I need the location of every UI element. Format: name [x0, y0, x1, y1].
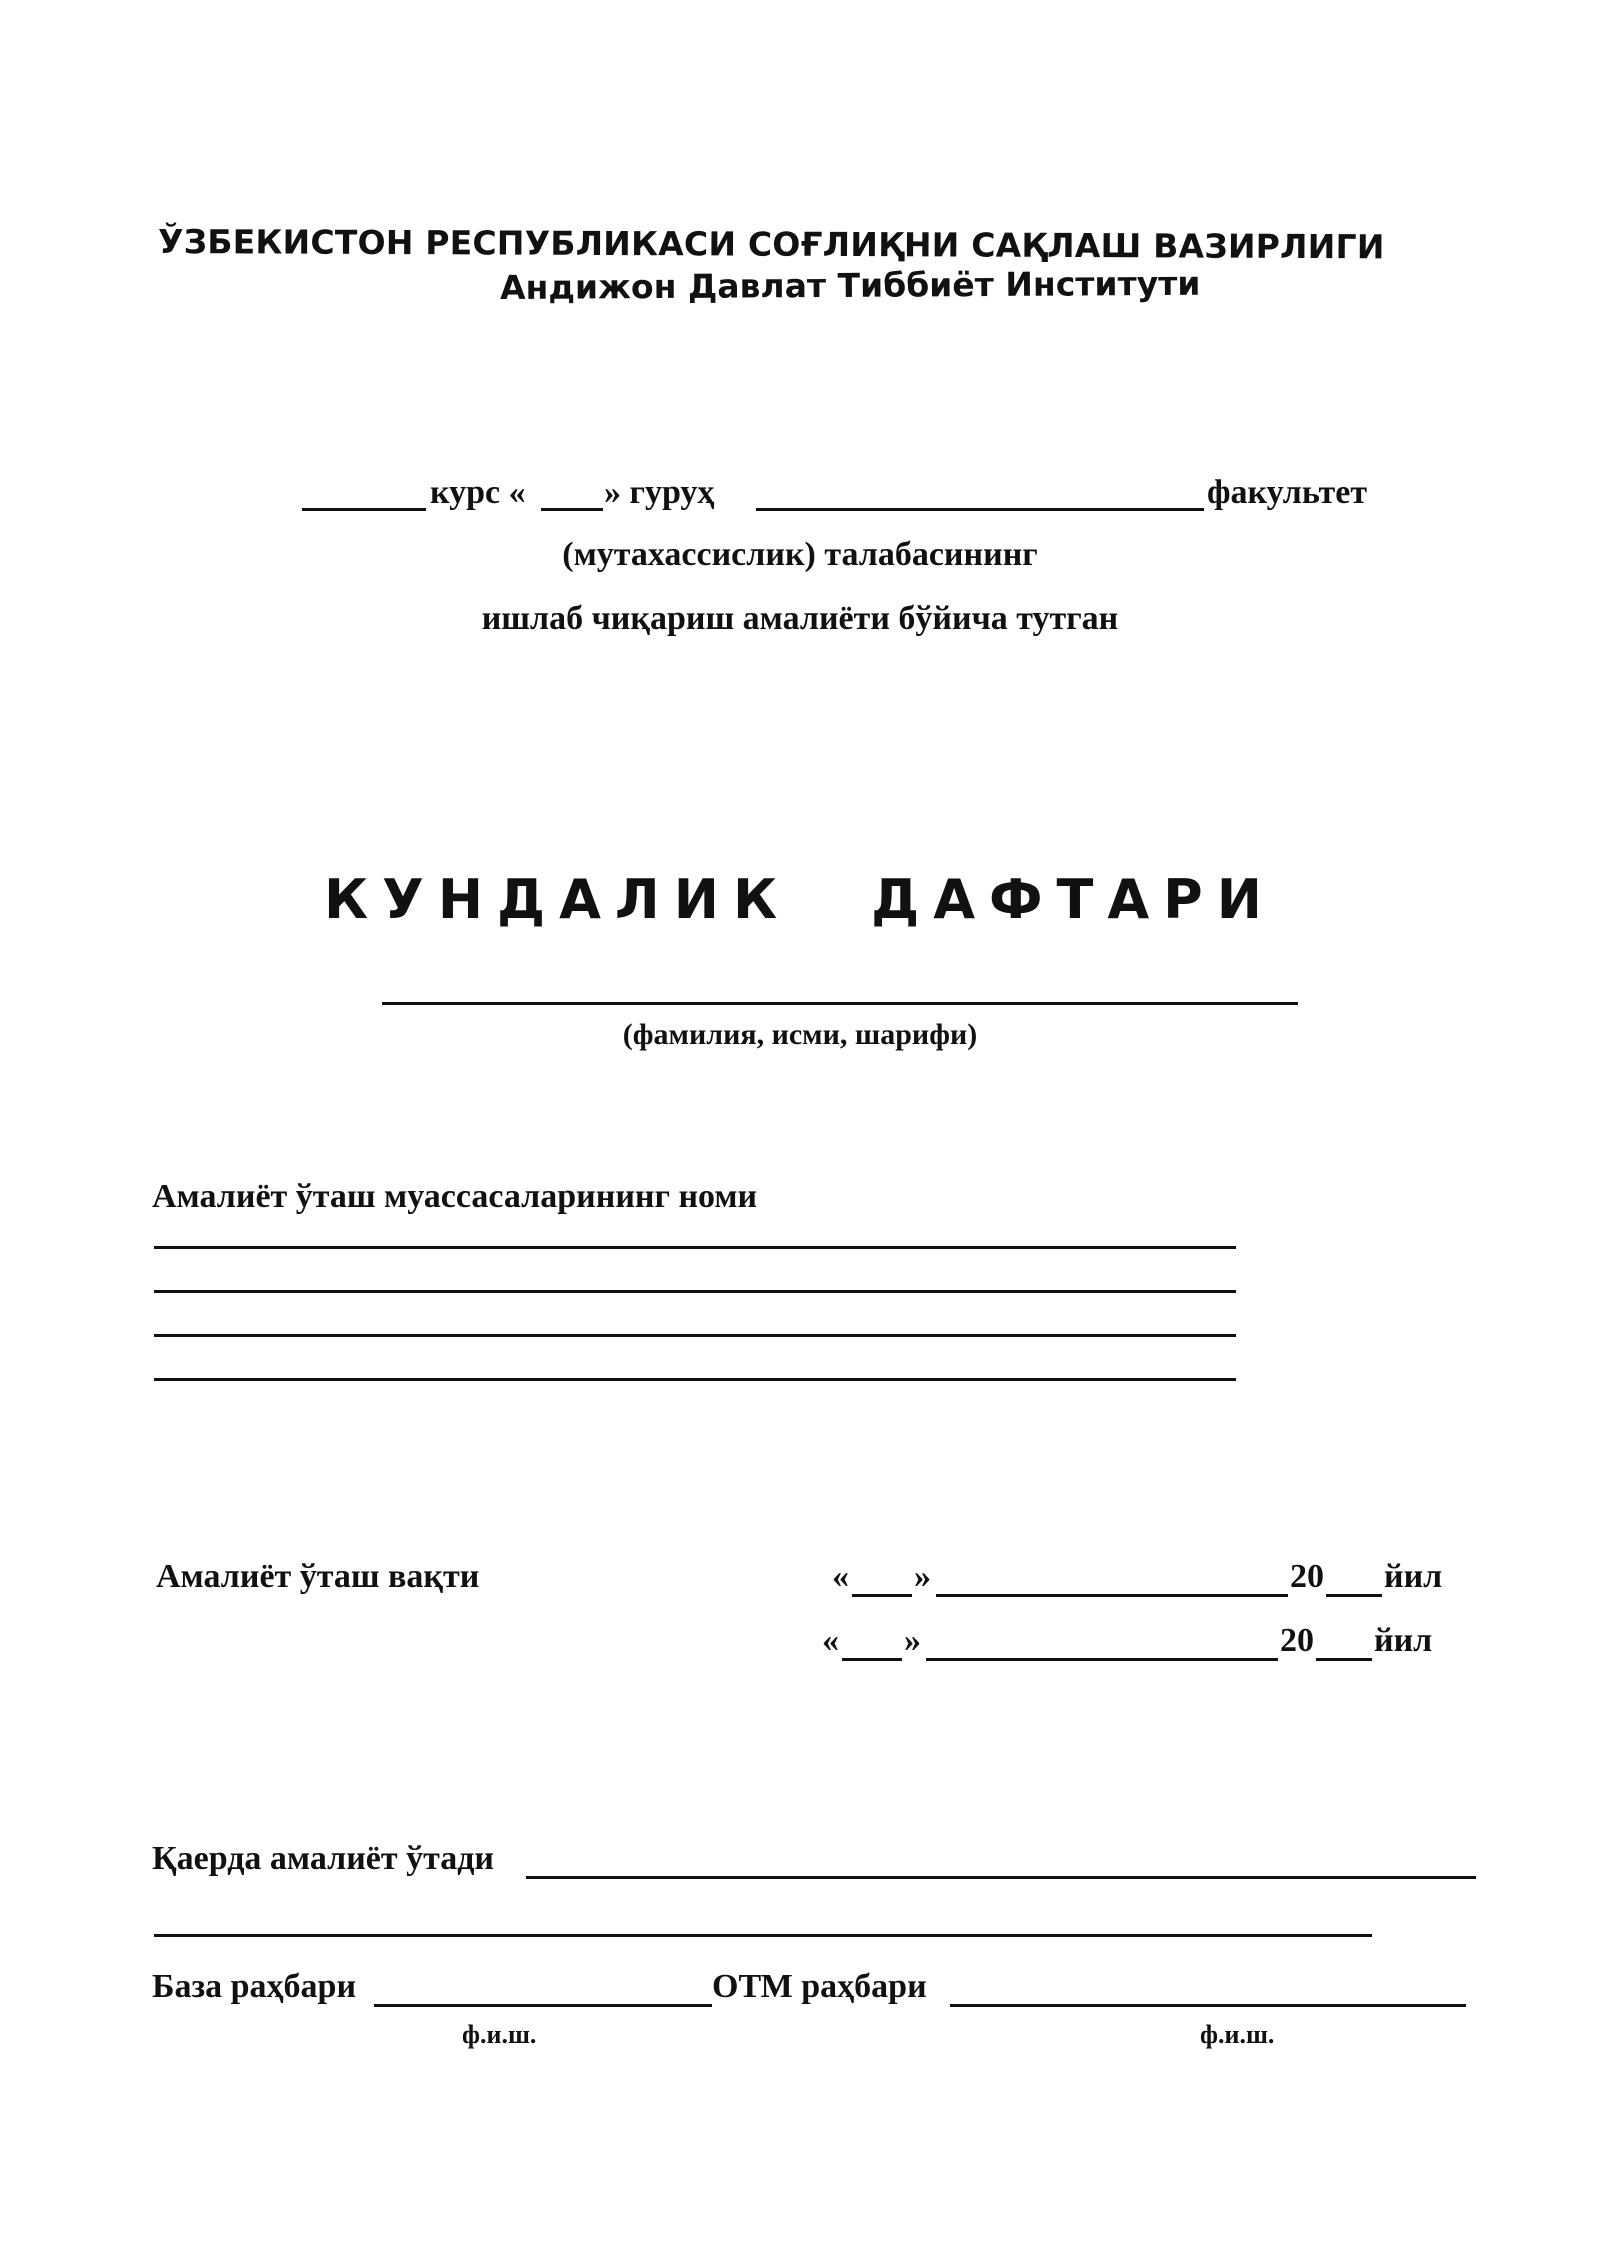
- institutions-label: Амалиёт ўташ муассасаларининг номи: [152, 1178, 758, 1215]
- period-end-open-quote: «: [822, 1622, 839, 1659]
- faculty-blank: [756, 508, 1204, 511]
- ministry-title: ЎЗБЕКИСТОН РЕСПУБЛИКАСИ СОҒЛИҚНИ САҚЛАШ ВАЗИРЛИГИ: [157, 222, 1385, 267]
- institution-line-4: [154, 1378, 1236, 1381]
- course-label: курс «: [430, 474, 526, 511]
- period-end-year-blank: [1316, 1658, 1372, 1661]
- period-start-year-suffix: йил: [1384, 1558, 1443, 1595]
- group-blank: [541, 508, 603, 511]
- institution-line-1: [154, 1246, 1236, 1249]
- institution-line-2: [154, 1290, 1236, 1293]
- faculty-label: факультет: [1207, 474, 1368, 511]
- base-head-signature-line: [374, 2004, 712, 2007]
- period-end-month-blank: [926, 1658, 1278, 1661]
- title-word-2: ДАФТАРИ: [871, 868, 1276, 931]
- institution-line-3: [154, 1334, 1236, 1337]
- otm-head-fio-caption: ф.и.ш.: [1200, 2020, 1275, 2049]
- subtitle-line-2: ишлаб чиқариш амалиёти бўйича тутган: [481, 600, 1119, 637]
- location-label: Қаерда амалиёт ўтади: [152, 1840, 494, 1877]
- subtitle-line-1: (мутахассислик) талабасининг: [562, 536, 1038, 573]
- group-label: » гуруҳ: [604, 474, 715, 511]
- document-title: [0, 868, 1600, 931]
- base-head-fio-caption: ф.и.ш.: [462, 2020, 537, 2049]
- period-end-year-suffix: йил: [1374, 1622, 1433, 1659]
- period-start-month-blank: [936, 1594, 1288, 1597]
- period-start-year-prefix: 20: [1290, 1558, 1324, 1595]
- title-word-1: КУНДАЛИК: [324, 868, 792, 931]
- location-line-2: [154, 1934, 1372, 1937]
- full-name-caption: (фамилия, исми, шарифи): [622, 1018, 978, 1051]
- institute-title: Андижон Давлат Тиббиёт Институти: [499, 263, 1201, 307]
- otm-head-signature-line: [950, 2004, 1466, 2007]
- period-end-year-prefix: 20: [1280, 1622, 1314, 1659]
- otm-head-label: ОТМ раҳбари: [712, 1968, 927, 2005]
- period-end-day-blank: [842, 1658, 902, 1661]
- period-start-day-blank: [852, 1594, 912, 1597]
- full-name-line: [382, 1002, 1298, 1005]
- period-start-close-quote: »: [914, 1558, 931, 1595]
- course-blank: [302, 508, 426, 511]
- base-head-label: База раҳбари: [152, 1968, 357, 2005]
- period-start-open-quote: «: [832, 1558, 849, 1595]
- period-end-close-quote: »: [904, 1622, 921, 1659]
- period-start-year-blank: [1326, 1594, 1382, 1597]
- period-label: Амалиёт ўташ вақти: [156, 1558, 480, 1595]
- location-line-1: [526, 1876, 1476, 1879]
